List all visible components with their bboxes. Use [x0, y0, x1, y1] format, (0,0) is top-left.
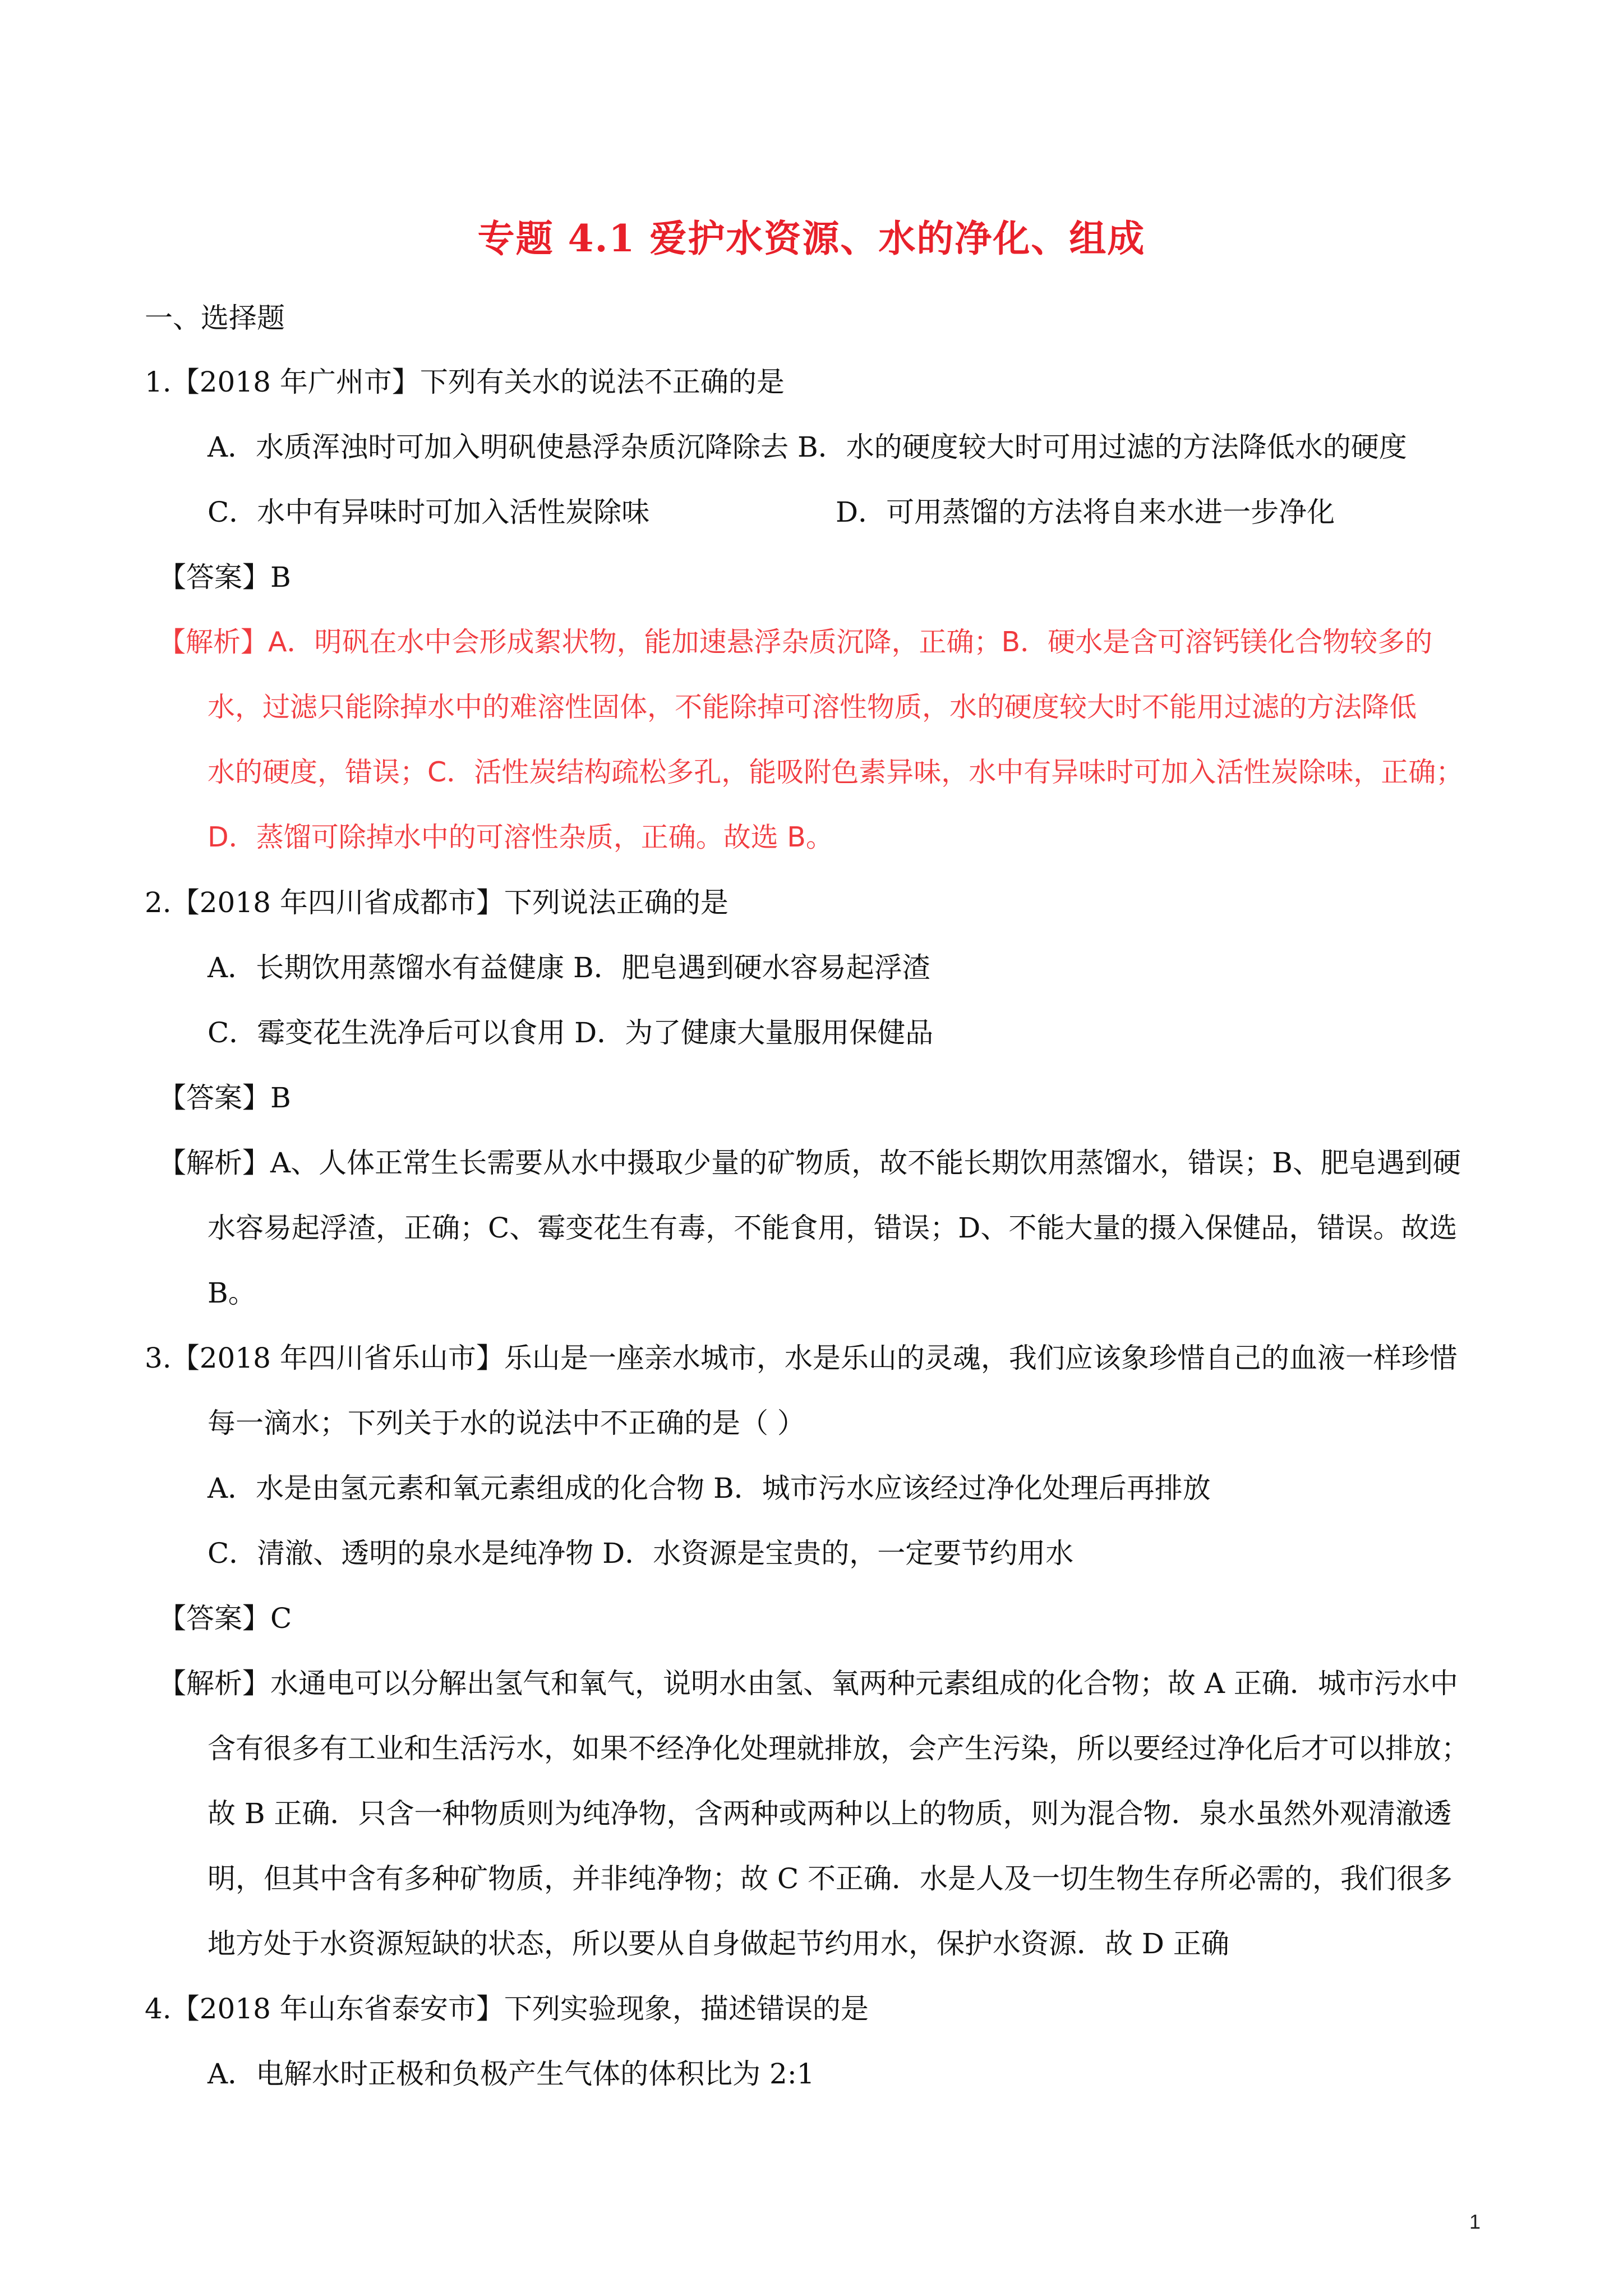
question-3-analysis-line-2: 含有很多有工业和生活污水，如果不经净化处理就排放，会产生污染，所以要经过净化后才可以排放；	[208, 1732, 1469, 1765]
question-2-answer: 【答案】B	[158, 1082, 291, 1114]
question-2-analysis-line-2: 水容易起浮渣，正确；C、霉变花生有毒，不能食用，错误；D、不能大量的摄入保健品，错误。故选	[208, 1212, 1458, 1244]
section-heading: 一、选择题	[145, 302, 285, 334]
question-1-option-d: D．可用蒸馏的方法将自来水进一步净化	[836, 496, 1335, 528]
question-3-options-cd: C．清澈、透明的泉水是纯净物 D．水资源是宝贵的，一定要节约用水	[208, 1537, 1074, 1570]
question-2-analysis-line-1: 【解析】A、人体正常生长需要从水中摄取少量的矿物质，故不能长期饮用蒸馏水，错误；B、肥皂遇到硬	[158, 1147, 1461, 1179]
question-2-analysis-line-3: B。	[208, 1277, 256, 1309]
question-1-analysis-line-4: D．蒸馏可除掉水中的可溶性杂质，正确。故选 B。	[208, 821, 833, 853]
question-1-analysis-line-1: 【解析】A．明矾在水中会形成絮状物，能加速悬浮杂质沉降，正确；B．硬水是含可溶钙镁化合物较多的	[158, 626, 1433, 658]
question-4-option-a: A．电解水时正极和负极产生气体的体积比为 2:1	[208, 2058, 815, 2090]
page-number: 1	[1469, 2210, 1481, 2233]
question-1-option-c: C．水中有异味时可加入活性炭除味	[208, 496, 650, 528]
question-1-answer: 【答案】B	[158, 561, 291, 593]
question-3-analysis-line-3: 故 B 正确．只含一种物质则为纯净物，含两种或两种以上的物质，则为混合物．泉水虽然外观清澈透	[208, 1797, 1452, 1830]
question-2-options-ab: A．长期饮用蒸馏水有益健康 B．肥皂遇到硬水容易起浮渣	[208, 951, 930, 984]
question-3-stem-line-1: 3.【2018 年四川省乐山市】乐山是一座亲水城市，水是乐山的灵魂，我们应该象珍惜自己的血液一样珍惜	[145, 1342, 1458, 1374]
question-3-analysis-line-4: 明，但其中含有多种矿物质，并非纯净物；故 C 不正确．水是人及一切生物生存所必需的，我们很多	[208, 1862, 1453, 1895]
question-2-stem: 2.【2018 年四川省成都市】下列说法正确的是	[145, 886, 728, 919]
question-3-answer: 【答案】C	[158, 1602, 292, 1635]
question-3-stem-line-2: 每一滴水；下列关于水的说法中不正确的是（ ）	[208, 1407, 805, 1439]
question-1-options-ab: A．水质浑浊时可加入明矾使悬浮杂质沉降除去 B．水的硬度较大时可用过滤的方法降低水的硬度	[208, 431, 1407, 463]
question-1-analysis-line-2: 水，过滤只能除掉水中的难溶性固体，不能除掉可溶性物质，水的硬度较大时不能用过滤的方法降低	[208, 691, 1417, 723]
question-1-analysis-line-3: 水的硬度，错误；C．活性炭结构疏松多孔，能吸附色素异味，水中有异味时可加入活性炭除味，正确；	[208, 756, 1464, 788]
question-4-stem: 4.【2018 年山东省泰安市】下列实验现象，描述错误的是	[145, 1993, 869, 2025]
document-title: 专题 4.1 爱护水资源、水的净化、组成	[477, 217, 1146, 260]
question-3-options-ab: A．水是由氢元素和氧元素组成的化合物 B．城市污水应该经过净化处理后再排放	[208, 1472, 1211, 1504]
question-3-analysis-line-5: 地方处于水资源短缺的状态，所以要从自身做起节约用水，保护水资源．故 D 正确	[208, 1927, 1229, 1960]
question-2-options-cd: C．霉变花生洗净后可以食用 D．为了健康大量服用保健品	[208, 1016, 934, 1049]
question-1-stem: 1.【2018 年广州市】下列有关水的说法不正确的是	[145, 366, 785, 398]
question-3-analysis-line-1: 【解析】水通电可以分解出氢气和氧气，说明水由氢、氧两种元素组成的化合物；故 A 正确．城市污水中	[158, 1667, 1458, 1700]
